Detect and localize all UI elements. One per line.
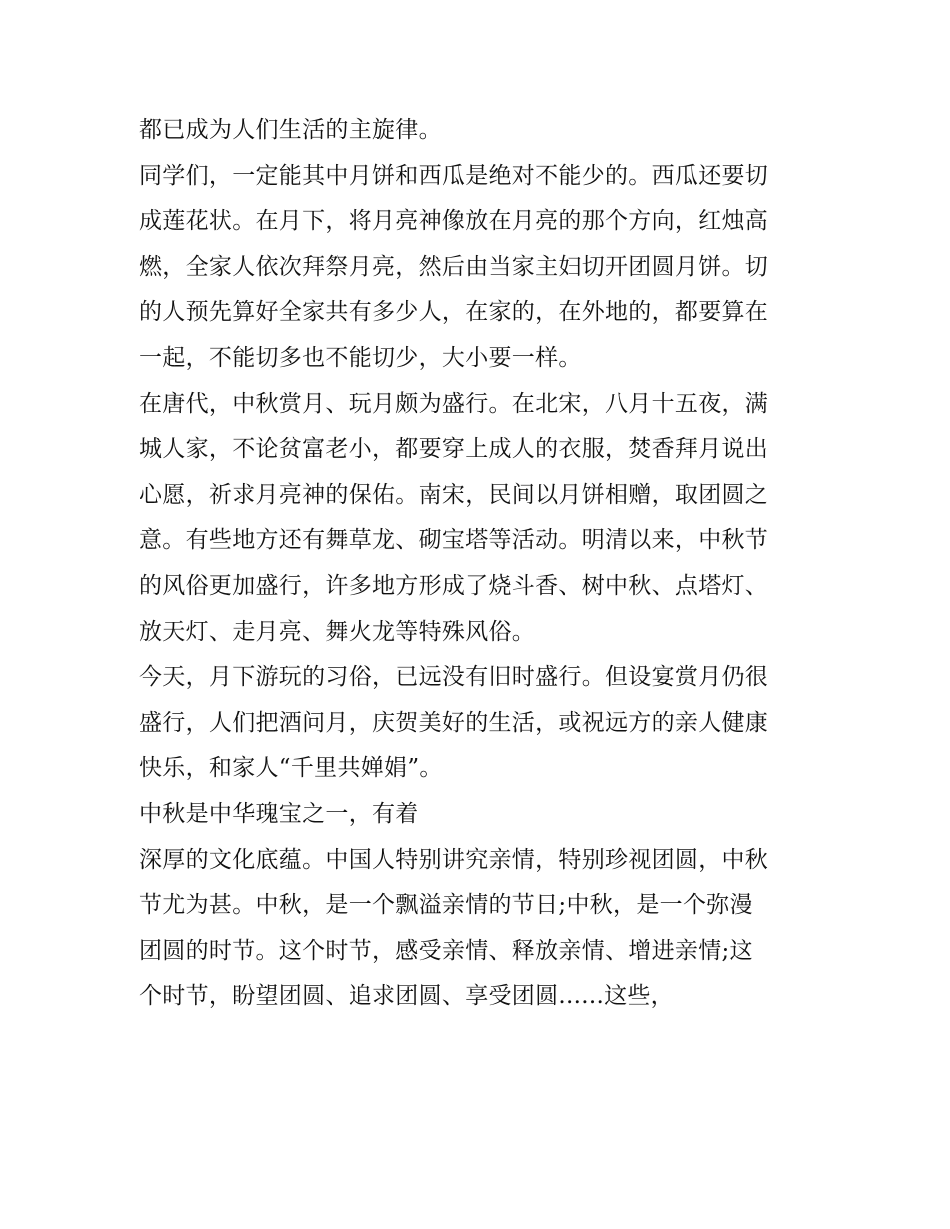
text-line: 快乐，和家人“千里共婵娟”。 <box>139 755 443 782</box>
text-line: 同学们，一定能其中月饼和西瓜是绝对不能少的。西瓜还要切 <box>139 162 769 189</box>
text-line: 成莲花状。在月下，将月亮神像放在月亮的那个方向，红烛高 <box>139 208 769 235</box>
text-line: 节尤为甚。中秋，是一个飘溢亲情的节日;中秋，是一个弥漫 <box>139 892 753 919</box>
text-line: 深厚的文化底蕴。中国人特别讲究亲情，特别珍视团圆，中秋 <box>139 846 769 873</box>
text-line: 在唐代，中秋赏月、玩月颇为盛行。在北宋，八月十五夜，满 <box>139 390 769 417</box>
text-line: 燃，全家人依次拜祭月亮，然后由当家主妇切开团圆月饼。切 <box>139 253 769 280</box>
text-line: 团圆的时节。这个时节，感受亲情、释放亲情、增进亲情;这 <box>139 937 753 964</box>
text-line: 的人预先算好全家共有多少人，在家的，在外地的，都要算在 <box>139 299 769 326</box>
text-line: 都已成为人们生活的主旋律。 <box>139 117 442 143</box>
text-line: 放天灯、走月亮、舞火龙等特殊风俗。 <box>139 618 536 645</box>
text-line: 今天，月下游玩的习俗，已远没有旧时盛行。但设宴赏月仍很 <box>139 664 769 691</box>
document-body <box>139 108 819 1020</box>
text-line: 意。有些地方还有舞草龙、砌宝塔等活动。明清以来，中秋节 <box>139 527 769 554</box>
text-line: 一起，不能切多也不能切少，大小要一样。 <box>139 344 582 371</box>
text-line: 城人家，不论贫富老小，都要穿上成人的衣服，焚香拜月说出 <box>139 436 769 463</box>
text-line: 心愿，祈求月亮神的保佑。南宋，民间以月饼相赠，取团圆之 <box>139 481 769 508</box>
text-line: 的风俗更加盛行，许多地方形成了烧斗香、树中秋、点塔灯、 <box>139 572 769 599</box>
text-line: 个时节，盼望团圆、追求团圆、享受团圆......这些， <box>139 983 674 1010</box>
text-line: 盛行，人们把酒问月，庆贺美好的生活，或祝远方的亲人健康 <box>139 709 769 736</box>
text-line: 中秋是中华瑰宝之一，有着 <box>139 800 419 827</box>
